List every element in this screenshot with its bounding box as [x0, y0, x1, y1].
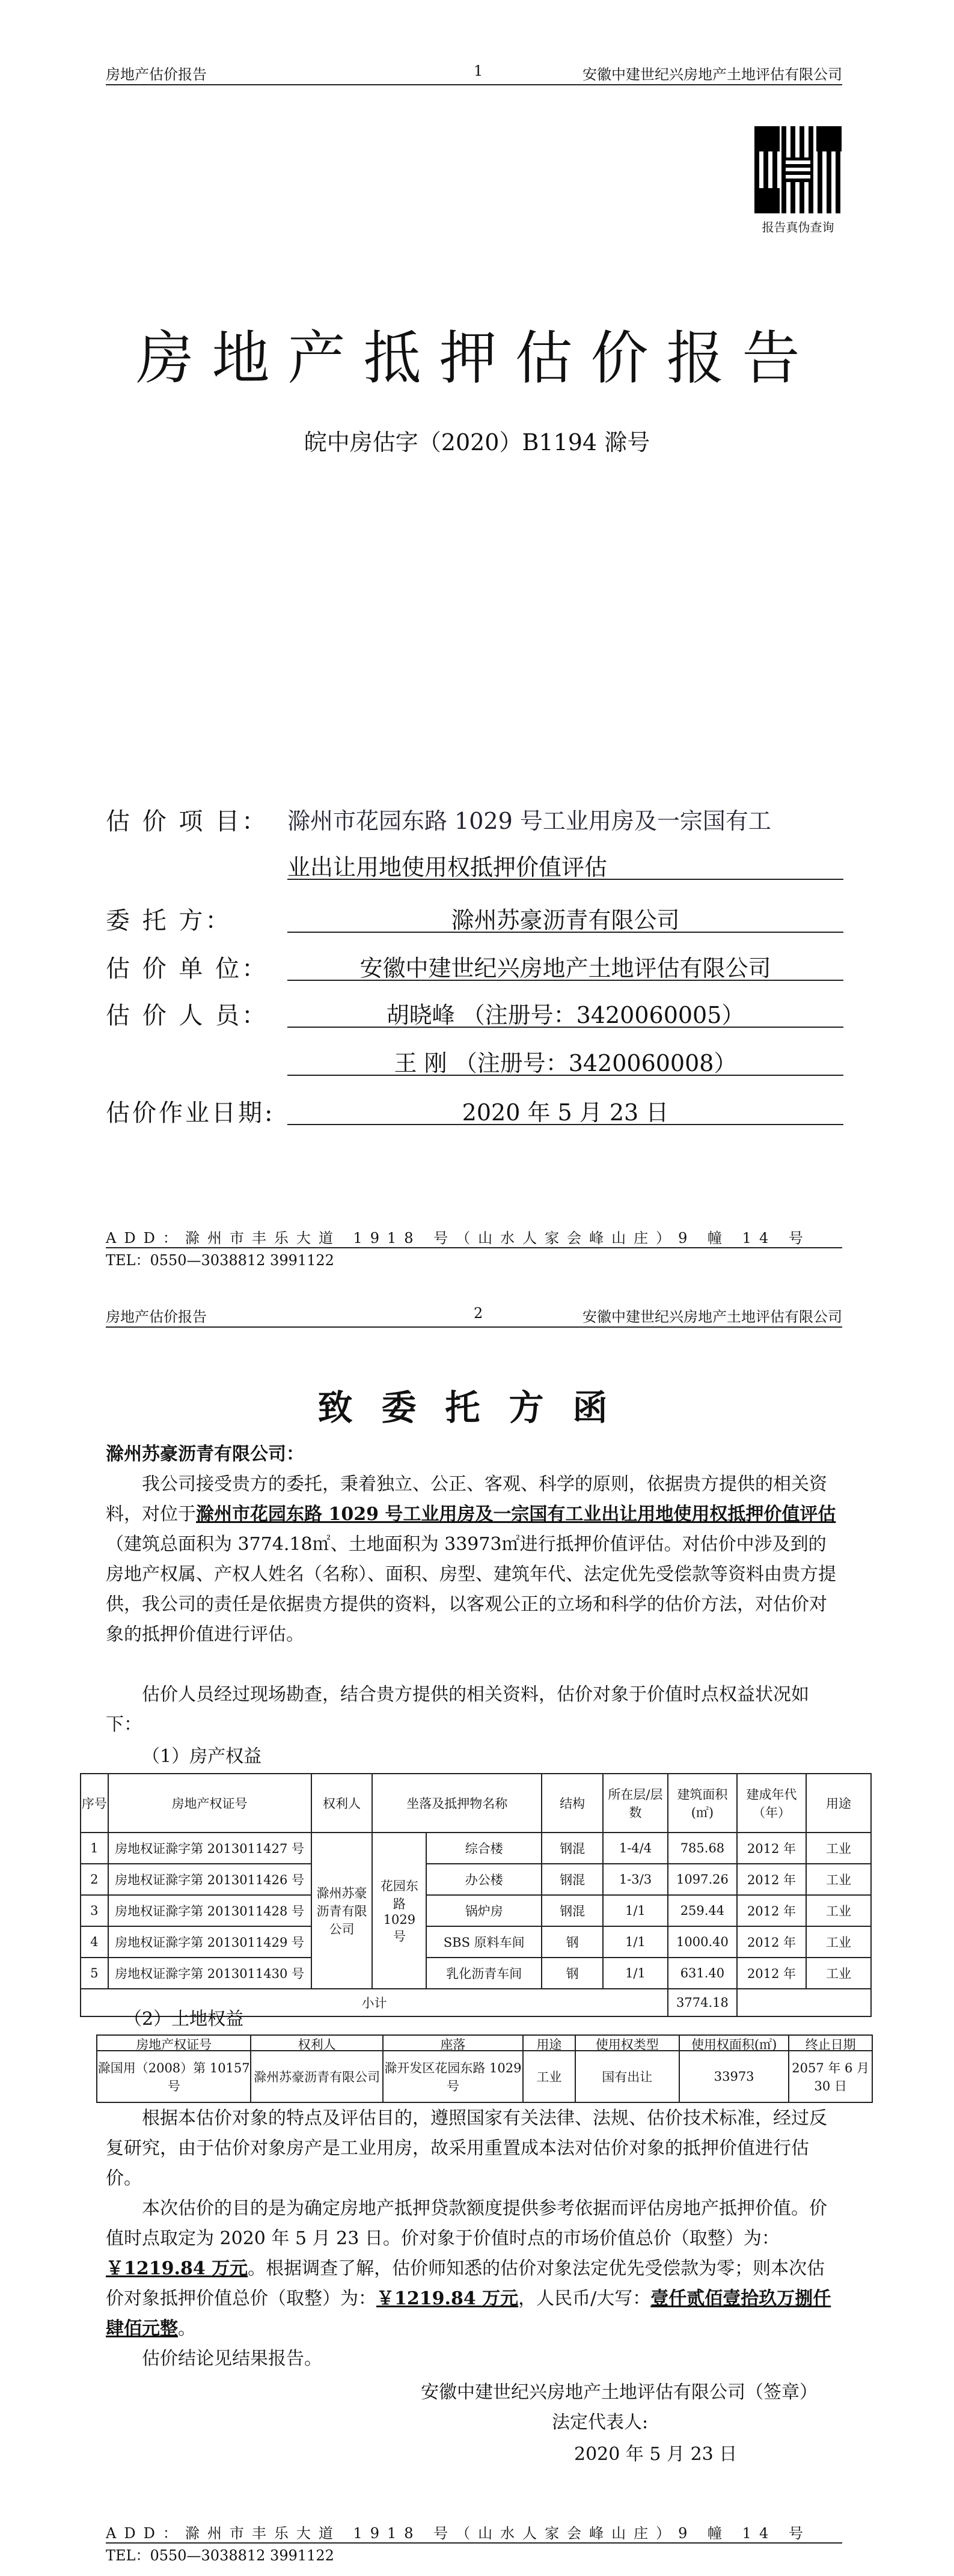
header-page-number: 2 [474, 1305, 483, 1322]
cell-area: 631.40 [668, 1958, 737, 1989]
property-rights-table [80, 1773, 872, 2017]
table-row [81, 1926, 871, 1958]
page-header [106, 1301, 842, 1328]
intro-text-c: （建筑总面积为 3774.18㎡、土地面积为 33973㎡进行抵押价值评估。对估价中涉及到的房地产权属、产权人姓名（名称）、面积、房型、建筑年代、法定优先受偿款等资料由贵方提供，我公司的责任是依据贵方提供的资料，以客观公正的立场和科学的估价方法，对估价对象的抵押价值进行评估。 [106, 1534, 836, 1645]
cell-land-owner: 滁州苏豪沥青有限公司 [251, 2051, 382, 2102]
cell-no: 3 [81, 1895, 108, 1926]
cell-year: 2012 年 [737, 1926, 806, 1958]
cell-cert: 房地权证滁字第 2013011426 号 [108, 1864, 311, 1895]
th-land-use: 用途 [523, 2035, 575, 2051]
header-page-number: 1 [474, 63, 483, 79]
page-footer [106, 2521, 842, 2565]
cell-land-type: 国有出让 [575, 2051, 679, 2102]
cell-name: 锅炉房 [426, 1895, 542, 1926]
signature-date: 2020 年 5 月 23 日 [574, 2444, 738, 2465]
cell-land-end: 2057 年 6 月 30 日 [789, 2051, 872, 2102]
page-footer [106, 1226, 842, 1269]
cell-no: 5 [81, 1958, 108, 1989]
cell-name: 办公楼 [426, 1864, 542, 1895]
table1-caption: （1）房产权益 [142, 1746, 262, 1767]
paragraph-method: 根据本估价对象的特点及评估目的，遵照国家有关法律、法规、估价技术标准，经过反复研究，由于估价对象房产是工业用房，故采用重置成本法对估价对象的抵押价值进行估价。 [106, 2108, 827, 2189]
th-land-end: 终止日期 [789, 2035, 872, 2051]
cell-structure: 钢 [542, 1926, 603, 1958]
footer-address: ADD：滁州市丰乐大道 1918 号（山水人家会峰山庄）9 幢 14 号 [106, 2525, 811, 2542]
cell-name: 乳化沥青车间 [426, 1958, 542, 1989]
project-value-line2: 业出让用地使用权抵押价值评估 [287, 849, 843, 880]
cell-structure: 钢 [542, 1958, 603, 1989]
cell-use: 工业 [806, 1895, 871, 1926]
th-land-location: 座落 [383, 2035, 523, 2051]
cell-floor: 1/1 [603, 1895, 668, 1926]
th-use: 用途 [806, 1774, 871, 1833]
paragraph-see-result: 估价结论见结果报告。 [142, 2348, 322, 2369]
header-report-name: 房地产估价报告 [106, 1308, 207, 1325]
footer-tel: TEL：0550—3038812 3991122 [106, 1247, 842, 1269]
cell-structure: 钢混 [542, 1895, 603, 1926]
table-row [81, 1833, 871, 1864]
th-cert: 房地产权证号 [108, 1774, 311, 1833]
date-label: 估价作业日期: [106, 1099, 275, 1127]
th-location: 坐落及抵押物名称 [372, 1774, 542, 1833]
staff-label: 估 价 人 员： [106, 1002, 269, 1030]
cell-use: 工业 [806, 1926, 871, 1958]
unit-value: 安徽中建世纪兴房地产土地评估有限公司 [287, 950, 843, 981]
th-floor: 所在层/层数 [603, 1774, 668, 1833]
signature-company: 安徽中建世纪兴房地产土地评估有限公司（签章） [421, 2382, 818, 2403]
cell-use: 工业 [806, 1833, 871, 1864]
cell-area: 785.68 [668, 1833, 737, 1864]
cell-year: 2012 年 [737, 1895, 806, 1926]
mortgage-value-uppercase: 壹仟贰佰壹拾玖万捌仟肆佰元整 [106, 2288, 831, 2339]
date-value: 2020 年 5 月 23 日 [287, 1094, 843, 1125]
conclusion-text-g: 。 [178, 2318, 196, 2339]
cell-name: SBS 原料车间 [426, 1926, 542, 1958]
cell-land-cert: 滁国用（2008）第 10157 号 [97, 2051, 251, 2102]
intro-subject: 滁州市花园东路 1029 号工业用房及一宗国有工业出让用地使用权抵押价值评估 [196, 1504, 836, 1525]
cell-floor: 1-3/3 [603, 1864, 668, 1895]
footer-address: ADD：滁州市丰乐大道 1918 号（山水人家会峰山庄）9 幢 14 号 [106, 1230, 811, 1247]
th-no: 序号 [81, 1774, 108, 1833]
cell-floor: 1-4/4 [603, 1833, 668, 1864]
cell-no: 2 [81, 1864, 108, 1895]
th-owner: 权利人 [311, 1774, 373, 1833]
staff-value-2: 王 刚 （注册号：3420060008） [287, 1045, 843, 1076]
cell-area: 1000.40 [668, 1926, 737, 1958]
header-company: 安徽中建世纪兴房地产土地评估有限公司 [582, 1308, 842, 1325]
page-header [106, 59, 842, 85]
cell-year: 2012 年 [737, 1833, 806, 1864]
cell-cert: 房地权证滁字第 2013011430 号 [108, 1958, 311, 1989]
letter-title: 致委托方函 [317, 1387, 637, 1428]
header-report-name: 房地产估价报告 [106, 66, 207, 83]
th-land-type: 使用权类型 [575, 2035, 679, 2051]
cell-year: 2012 年 [737, 1864, 806, 1895]
unit-label: 估 价 单 位： [106, 955, 269, 983]
signature-representative: 法定代表人: [552, 2412, 649, 2433]
table-row [97, 2051, 872, 2102]
page-title: 房地产抵押估价报告 [136, 325, 818, 392]
cell-floor: 1/1 [603, 1926, 668, 1958]
staff-value-1: 胡晓峰 （注册号：3420060005） [287, 997, 843, 1028]
th-land-area: 使用权面积(㎡) [679, 2035, 789, 2051]
subtotal-label: 小计 [81, 1989, 668, 2016]
land-rights-table [96, 2034, 873, 2103]
paragraph-intro [106, 1470, 842, 1650]
th-land-owner: 权利人 [251, 2035, 382, 2051]
cell-land-use: 工业 [523, 2051, 575, 2102]
paragraph-survey: 估价人员经过现场勘查，结合贵方提供的相关资料，估价对象于价值时点权益状况如下： [106, 1684, 809, 1735]
cell-land-area: 33973 [679, 2051, 789, 2102]
intro-text-a: 我公司接受贵方的委托，秉着独立、公正、客观、科学的原则，依据贵方提供的相关资料，对位于 [106, 1474, 827, 1525]
project-value-line1: 滁州市花园东路 1029 号工业用房及一宗国有工 [287, 808, 771, 834]
cell-structure: 钢混 [542, 1833, 603, 1864]
cell-land-location: 滁开发区花园东路 1029 号 [383, 2051, 523, 2102]
header-company: 安徽中建世纪兴房地产土地评估有限公司 [582, 66, 842, 83]
conclusion-text-a: 本次估价的目的是为确定房地产抵押贷款额度提供参考依据而评估房地产抵押价值。价值时点取定为 2020 年 5 月 23 日。价对象于价值时点的市场价值总价（取整）为： [106, 2198, 827, 2249]
th-land-cert: 房地产权证号 [97, 2035, 251, 2051]
cell-structure: 钢混 [542, 1864, 603, 1895]
cell-area: 1097.26 [668, 1864, 737, 1895]
conclusion-text-c: 。根据调查了解，估价师知悉的估价对象法定优先受偿款为零；则本次估价对象抵押价值总价（取整）为： [106, 2258, 825, 2309]
paragraph-conclusion [106, 2194, 842, 2344]
footer-tel: TEL：0550—3038812 3991122 [106, 2542, 842, 2565]
cell-area: 259.44 [668, 1895, 737, 1926]
market-value: ￥1219.84 万元 [106, 2258, 248, 2279]
table2-caption: （2）土地权益 [124, 2009, 244, 2030]
client-label: 委 托 方： [106, 907, 232, 935]
table-row [81, 1895, 871, 1926]
cell-use: 工业 [806, 1864, 871, 1895]
cell-cert: 房地权证滁字第 2013011428 号 [108, 1895, 311, 1926]
th-year: 建成年代（年） [737, 1774, 806, 1833]
cell-owner: 滁州苏豪沥青有限公司 [311, 1833, 373, 1989]
cell-name: 综合楼 [426, 1833, 542, 1864]
cell-year: 2012 年 [737, 1958, 806, 1989]
document-number: 皖中房估字（2020）B1194 滁号 [304, 429, 650, 456]
salutation: 滁州苏豪沥青有限公司： [106, 1444, 304, 1465]
cell-cert: 房地权证滁字第 2013011427 号 [108, 1833, 311, 1864]
table-row [81, 1958, 871, 1989]
cell-floor: 1/1 [603, 1958, 668, 1989]
cell-no: 4 [81, 1926, 108, 1958]
th-area: 建筑面积(㎡) [668, 1774, 737, 1833]
table-row [81, 1864, 871, 1895]
mortgage-value: ￥1219.84 万元 [376, 2288, 519, 2309]
qr-code-icon[interactable] [754, 126, 842, 213]
client-value: 滁州苏豪沥青有限公司 [287, 902, 843, 933]
cell-location: 花园东路 1029 号 [372, 1833, 426, 1989]
cell-cert: 房地权证滁字第 2013011429 号 [108, 1926, 311, 1958]
project-label: 估 价 项 目： [106, 808, 269, 835]
qr-caption: 报告真伪查询 [762, 220, 834, 234]
cell-no: 1 [81, 1833, 108, 1864]
th-structure: 结构 [542, 1774, 603, 1833]
subtotal-value: 3774.18 [668, 1989, 737, 2016]
cell-use: 工业 [806, 1958, 871, 1989]
conclusion-text-e: ，人民币/大写： [518, 2288, 651, 2309]
